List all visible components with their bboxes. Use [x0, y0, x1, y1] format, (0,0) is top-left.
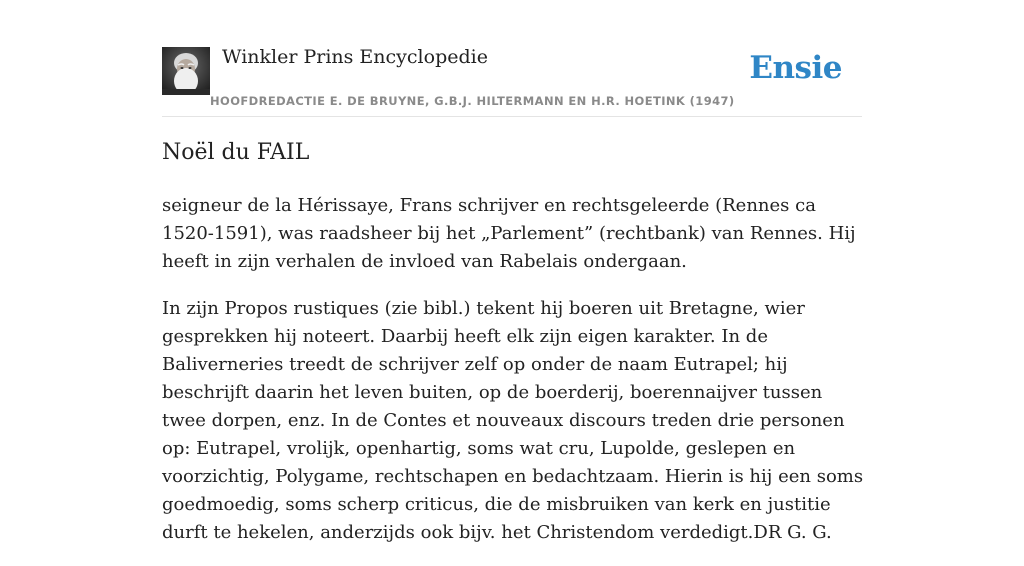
- page: [162, 0, 864, 543]
- paragraph: In zijn Propos rustiques (zie bibl.) tekent hij boeren uit Bretagne, wier gesprekken hij noteert. Daarbij heeft elk zijn eigen karakter. In de Baliverneries treedt de schrijver zelf op onder de naam Eutrapel; hij beschrijft daarin het leven buiten, op de boerderij, boerennaijver tussen twee dorpen, enz. In de Contes et nouveaux discours treden drie personen op: Eutrapel, vrolijk, openhartig, soms wat cru, Lupolde, geslepen en voorzichtig, Polygame, rechtschapen en bedachtzaam. Hierin is hij een soms goedmoedig, soms scherp criticus, die de misbruiken van kerk en justitie durft te hekelen, anderzijds ook bijv. het Christendom verdedigt.DR G. G.: [162, 298, 864, 543]
- article-body: [162, 192, 864, 566]
- site-header: [162, 0, 862, 117]
- editors-credit: HOOFDREDACTIE E. DE BRUYNE, G.B.J. HILTERMANN EN H.R. HOETINK (1947): [210, 94, 735, 108]
- paragraph: seigneur de la Hérissaye, Frans schrijver en rechtsgeleerde (Rennes ca 1520-1591), was raadsheer bij het „Parlement” (rechtbank) van Rennes. Hij heeft in zijn verhalen de invloed van Rabelais ondergaan.: [162, 195, 856, 272]
- bearded-man-portrait-icon: [162, 47, 210, 95]
- site-title[interactable]: Winkler Prins Encyclopedie: [222, 46, 488, 68]
- entry-title: Noël du FAIL: [162, 140, 310, 165]
- ensie-logo[interactable]: Ensie: [749, 50, 842, 86]
- editor-avatar[interactable]: [162, 47, 210, 95]
